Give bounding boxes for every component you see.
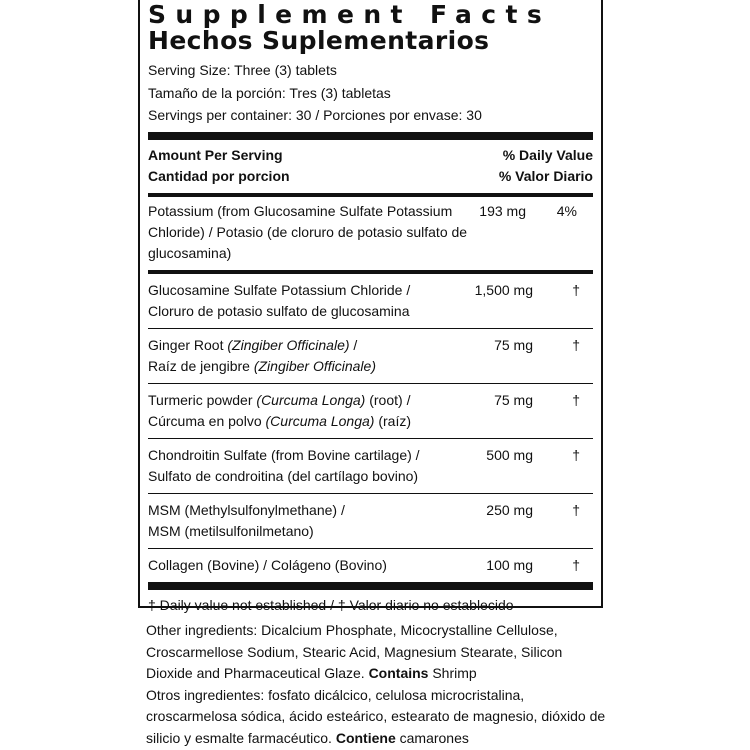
other-ingredients-es [146,685,606,750]
ingredient-dv: † [572,446,580,463]
ingredient-name-text: Turmeric powder [148,391,257,408]
supplement-facts-panel [138,0,603,613]
ingredient-latin-name: (Zingiber Officinale) [253,357,376,374]
ingredient-amount: 75 mg [494,391,533,408]
thick-divider [148,582,593,590]
ingredient-name-es: Cloruro de potasio sulfato de glucosamina [148,302,410,319]
ingredient-name-es [148,356,470,377]
ingredient-dv: † [572,281,580,298]
other-ingredients-text: Otros ingredientes: fosfato dicálcico, celulosa microcristalina, croscarmelosa sódica, ácido esteárico, estearato de magnesio, dióxido de silicio y esmalte farmacéutico. [146,686,606,746]
ingredient-dv: † [572,391,580,408]
serving-size-es: Tamaño de la porción: Tres (3) tabletas [148,84,391,101]
thick-divider [148,132,593,140]
dv-header-es: % Valor Diario [498,167,593,184]
allergen-label: Contains [368,665,429,681]
ingredient-name-text: Cúrcuma en polvo [148,412,266,429]
ingredient-name-es [148,411,470,432]
amount-header-en: Amount Per Serving [148,146,283,163]
nutrient-dv: 4% [556,202,577,219]
other-ingredients-en [146,620,606,685]
ingredient-row [148,439,593,493]
ingredient-name-en: Chondroitin Sulfate (from Bovine cartilage) / [148,446,420,463]
nutrient-amount: 193 mg [479,202,526,219]
ingredient-dv: † [572,556,580,573]
ingredient-amount: 100 mg [486,556,533,573]
other-ingredients [146,620,606,749]
nutrient-row-potassium [148,197,593,270]
ingredient-row [148,384,593,438]
ingredient-name-text: / [349,336,358,353]
allergen-value: Shrimp [432,665,477,681]
nutrient-name: Potassium (from Glucosamine Sulfate Potassium Chloride) / Potasio (de cloruro de potasio sulfato de glucosamina) [148,202,468,261]
ingredient-row [148,549,593,582]
ingredient-amount: 1,500 mg [474,281,533,298]
ingredient-name-es: MSM (metilsulfonilmetano) [148,522,314,539]
ingredient-name-en [148,335,470,356]
ingredient-latin-name: (Zingiber Officinale) [227,336,350,353]
daily-value-footnote: † Daily value not established / † Valor diario no establecido [148,596,514,613]
ingredient-latin-name: (Curcuma Longa) [256,391,366,408]
ingredient-name-text: (raíz) [374,412,412,429]
ingredient-name-en: Glucosamine Sulfate Potassium Chloride / [148,281,411,298]
ingredient-amount: 250 mg [486,501,533,518]
allergen-label: Contiene [335,729,396,746]
servings-per-container: Servings per container: 30 / Porciones por envase: 30 [148,107,482,123]
ingredient-name: Collagen (Bovine) / Colágeno (Bovino) [148,556,387,573]
ingredient-name-en: MSM (Methylsulfonylmethane) / [148,501,345,518]
ingredient-name-text: (root) / [365,391,411,408]
ingredient-row [148,274,593,328]
ingredient-dv: † [572,336,580,353]
ingredient-amount: 75 mg [494,336,533,353]
ingredient-row [148,329,593,383]
ingredient-latin-name: (Curcuma Longa) [265,412,375,429]
ingredient-row [148,494,593,548]
ingredient-name-text: Raíz de jengibre [148,357,254,374]
amount-header-es: Cantidad por porcion [148,167,290,184]
serving-size: Serving Size: Three (3) tablets [148,62,337,78]
ingredient-dv: † [572,501,580,518]
ingredient-amount: 500 mg [486,446,533,463]
ingredient-name-en [148,390,470,411]
title-english: Supplement Facts [148,0,552,29]
title-spanish: Hechos Suplementarios [148,26,490,55]
ingredient-name-es: Sulfato de condroitina (del cartílago bovino) [148,467,419,484]
dv-header [483,145,593,187]
allergen-value: camarones [399,729,469,746]
other-ingredients-text: Other ingredients: Dicalcium Phosphate, Micocrystalline Cellulose, Croscarmellose Sodium, Stearic Acid, Magnesium Stearate, Silicon Dioxide and Pharmaceutical Glaze. [146,622,563,681]
column-header [148,140,593,193]
dv-header-en: % Daily Value [502,146,593,163]
ingredient-name-text: Ginger Root [148,336,228,353]
